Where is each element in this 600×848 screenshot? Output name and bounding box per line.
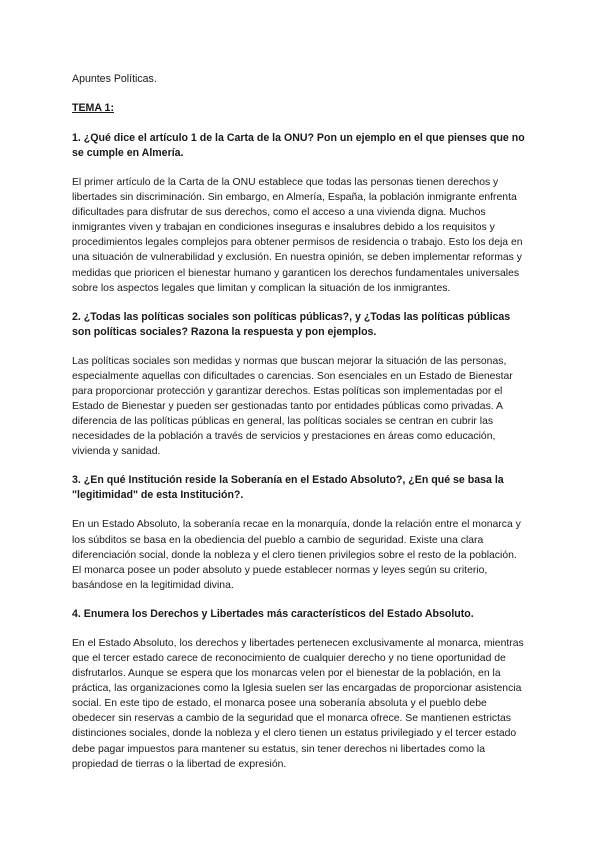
- question-3: 3. ¿En qué Institución reside la Soberanía en el Estado Absoluto?, ¿En qué se basa la "legitimidad" de esta Institución?.: [72, 474, 504, 502]
- document-header: Apuntes Políticas.: [72, 73, 157, 85]
- document-page: [72, 72, 528, 786]
- question-4: 4. Enumera los Derechos y Libertades más característicos del Estado Absoluto.: [72, 607, 474, 620]
- answer-2: Las políticas sociales son medidas y normas que buscan mejorar la situación de las personas, especialmente aquellas con dificultades o carencias. Son esenciales en un Estado de Bienestar para proporcionar protección y garantizar derechos. Estas políticas son implementadas por el Estado de Bienestar y pueden ser gestionadas tanto por entidades públicas como privadas. A diferencia de las políticas públicas en general, las políticas sociales se centran en cubrir las necesidades de la población a través de servicios y prestaciones en áreas como educación, vivienda y sanidad.: [72, 355, 513, 458]
- question-1: 1. ¿Qué dice el artículo 1 de la Carta de la ONU? Pon un ejemplo en el que pienses que no se cumple en Almería.: [72, 132, 525, 159]
- answer-3: En un Estado Absoluto, la soberanía recae en la monarquía, donde la relación entre el monarca y los súbditos se basa en la obediencia del pueblo a cambio de seguridad. Existe una clara diferenciación social, donde la nobleza y el clero tienen privilegios sobre el resto de la población. El monarca posee un poder absoluto y puede establecer normas y leyes según su criterio, basándose en la legitimidad divina.: [72, 519, 521, 591]
- answer-4: En el Estado Absoluto, los derechos y libertades pertenecen exclusivamente al monarca, mientras que el tercer estado carece de reconocimiento de cualquier derecho y no tiene oportunidad de disfrutarlos. Aunque se espera que los monarcas velen por el bienestar de la población, en la práctica, las organizaciones como la Iglesia suelen ser las encargadas de proporcionar asistencia social. En este tipo de estado, el monarca posee una soberanía absoluta y el pueblo debe obedecer sin reservas a cambio de la seguridad que el monarca ofrece. Se mantienen estrictas distinciones sociales, donde la nobleza y el clero tienen un estatus privilegiado y el tercer estado debe pagar impuestos para mantener su estatus, sin tener derechos ni libertades como la propiedad de tierras o la libertad de expresión.: [72, 637, 524, 770]
- section-title: TEMA 1:: [72, 102, 114, 114]
- answer-1: El primer artículo de la Carta de la ONU establece que todas las personas tienen derechos y libertades sin discriminación. Sin embargo, en Almería, España, la población inmigrante enfrenta dificultades para disfrutar de sus derechos, como el acceso a una vivienda digna. Muchos inmigrantes viven y trabajan en condiciones inseguras e insalubres debido a los requisitos y procedimientos legales complejos para obtener permisos de residencia o trabajo. Esto los deja en una situación de vulnerabilidad y exclusión. En nuestra opinión, se deben implementar reformas y medidas que prioricen el bienestar humano y garanticen los derechos fundamentales universales sobre los aspectos legales que limitan y complican la situación de los inmigrantes.: [72, 177, 523, 294]
- question-2: 2. ¿Todas las políticas sociales son políticas públicas?, y ¿Todas las políticas públicas son políticas sociales? Razona la respuesta y pon ejemplos.: [72, 310, 511, 338]
